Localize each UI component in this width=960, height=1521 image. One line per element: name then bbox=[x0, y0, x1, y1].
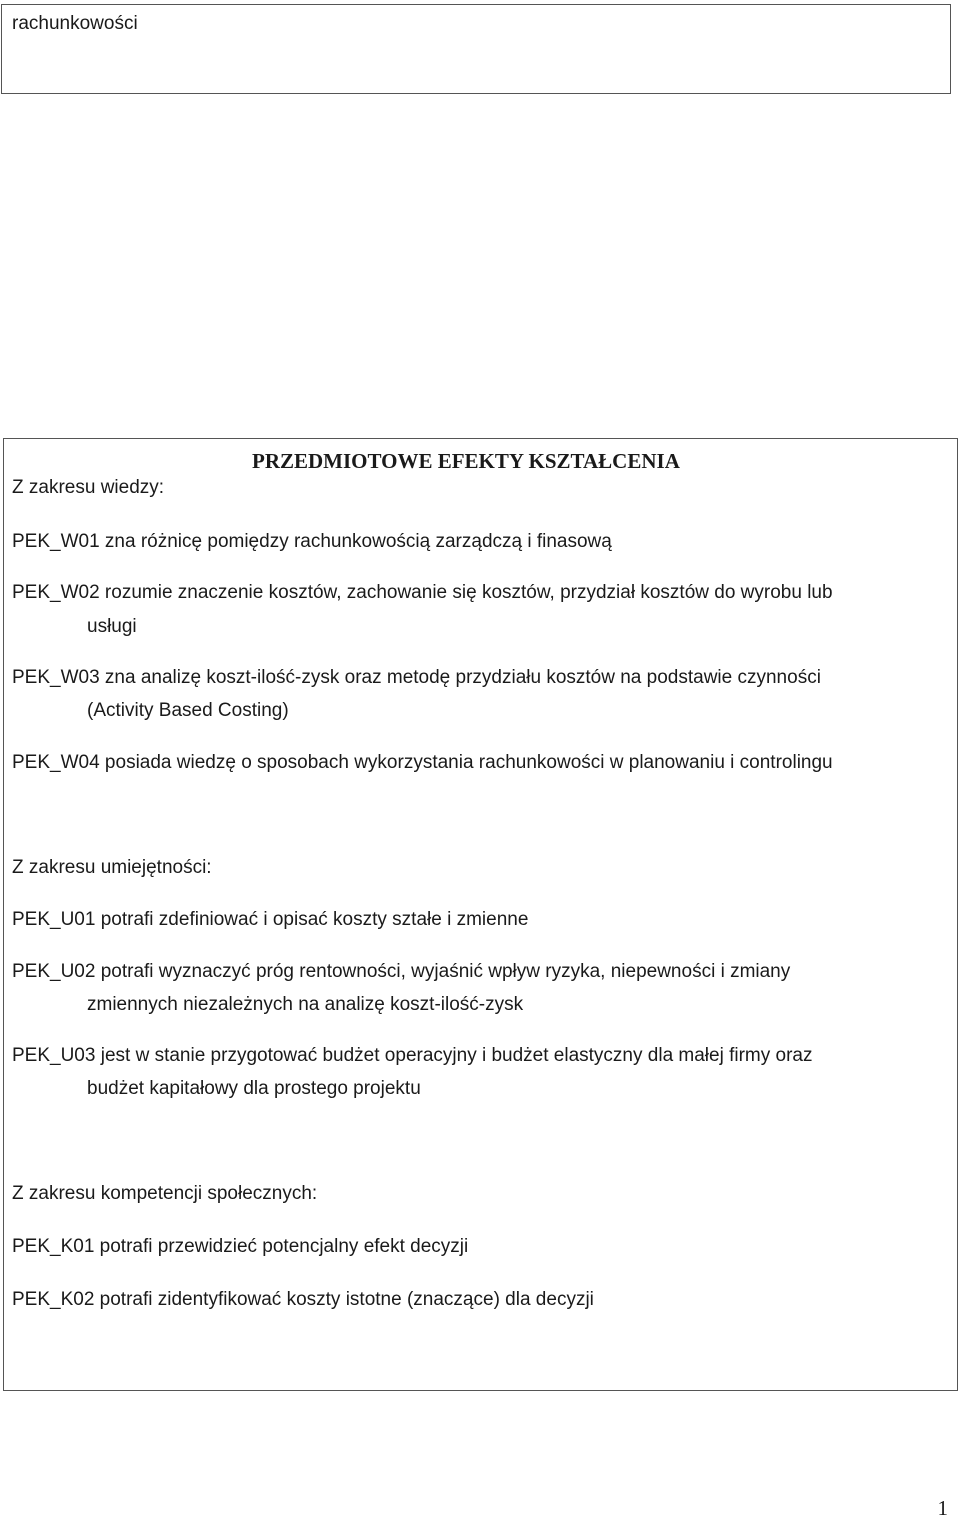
skills-label: Z zakresu umiejętności: bbox=[12, 857, 212, 878]
outcome-k02: PEK_K02 potrafi zidentyfikować koszty istotne (znaczące) dla decyzji bbox=[12, 1289, 594, 1310]
outcome-w02: PEK_W02 rozumie znaczenie kosztów, zachowanie się kosztów, przydział kosztów do wyrobu lub bbox=[12, 582, 833, 603]
top-text-box bbox=[1, 4, 951, 94]
outcome-u02-cont: zmiennych niezależnych na analizę koszt-ilość-zysk bbox=[87, 994, 524, 1015]
outcome-w03-cont: (Activity Based Costing) bbox=[87, 700, 289, 721]
top-box-text: rachunkowości bbox=[12, 13, 138, 34]
social-label: Z zakresu kompetencji społecznych: bbox=[12, 1183, 318, 1204]
outcome-k01: PEK_K01 potrafi przewidzieć potencjalny efekt decyzji bbox=[12, 1236, 469, 1257]
page-number: 1 bbox=[937, 1496, 948, 1520]
outcome-w01: PEK_W01 zna różnicę pomiędzy rachunkowością zarządczą i finasową bbox=[12, 531, 612, 552]
section-heading: PRZEDMIOTOWE EFEKTY KSZTAŁCENIA bbox=[252, 449, 680, 473]
outcome-u02: PEK_U02 potrafi wyznaczyć próg rentowności, wyjaśnić wpływ ryzyka, niepewności i zmiany bbox=[12, 961, 791, 982]
learning-outcomes-box bbox=[3, 438, 958, 1391]
outcome-w02-cont: usługi bbox=[87, 616, 137, 637]
outcome-u03: PEK_U03 jest w stanie przygotować budżet operacyjny i budżet elastyczny dla małej firmy oraz bbox=[12, 1045, 813, 1066]
knowledge-label: Z zakresu wiedzy: bbox=[12, 477, 165, 498]
outcome-w03: PEK_W03 zna analizę koszt-ilość-zysk oraz metodę przydziału kosztów na podstawie czynności bbox=[12, 667, 821, 688]
outcome-w04: PEK_W04 posiada wiedzę o sposobach wykorzystania rachunkowości w planowaniu i controlingu bbox=[12, 752, 833, 773]
outcome-u03-cont: budżet kapitałowy dla prostego projektu bbox=[87, 1078, 421, 1099]
outcome-u01: PEK_U01 potrafi zdefiniować i opisać koszty ształe i zmienne bbox=[12, 909, 529, 930]
